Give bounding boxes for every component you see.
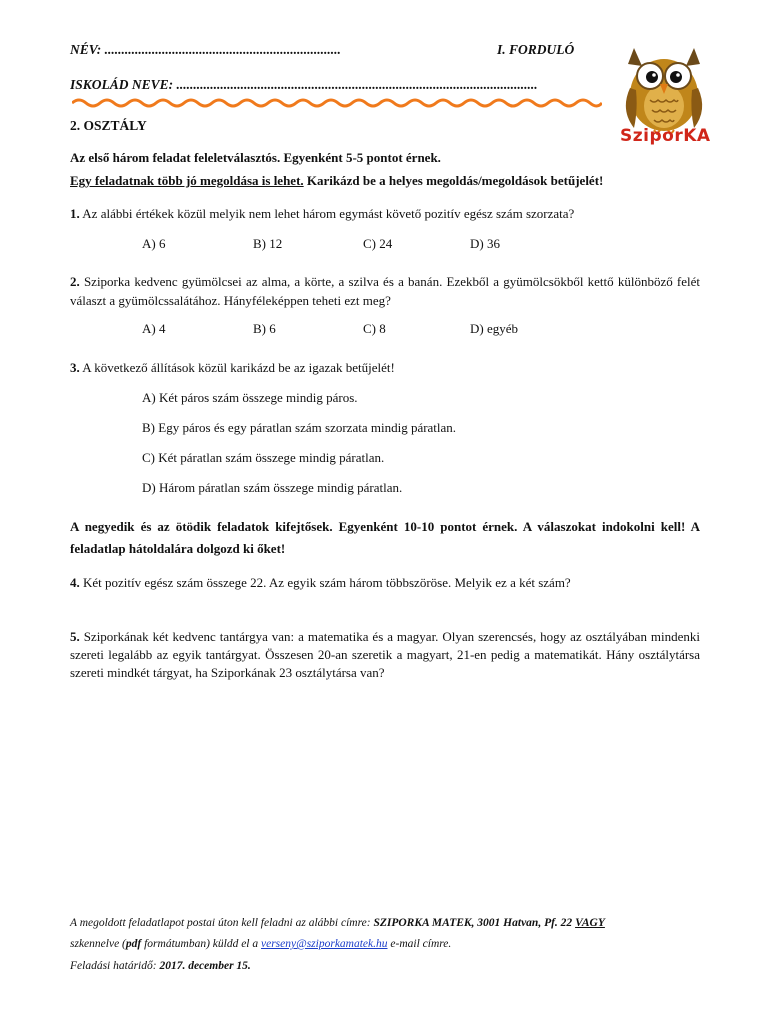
question-1-number: 1. [70,206,80,221]
name-dots: ...................................................................... [104,42,341,57]
footer-address: SZIPORKA MATEK, 3001 Hatvan, Pf. 22 [373,917,573,929]
name-label: NÉV: [70,42,102,57]
intro-line-1: Az első három feladat feleletválasztós. Egyenként 5-5 pontot érnek. [70,150,441,165]
footer-line-1 [70,917,700,929]
wavy-divider [72,96,602,110]
intro-underlined: Egy feladatnak több jó megoldása is lehet. [70,173,304,188]
footer-scan-d: e-mail címre. [387,938,452,950]
round-label: I. FORDULÓ [497,42,575,57]
footer-or: VAGY [575,917,605,929]
question-5-number: 5. [70,629,80,644]
question-4-text: Két pozitív egész szám összege 22. Az egyik szám három többszöröse. Melyik ez a két szám? [79,575,571,590]
question-1 [70,206,700,222]
footer-line-2 [70,938,451,950]
name-line [70,42,390,58]
footer-line-3 [70,960,251,972]
q2-option-c[interactable]: C) 8 [363,321,386,336]
footer-scan-c: formátumban) küldd el a [141,938,261,950]
q3-option-c[interactable]: C) Két páratlan szám összege mindig páratlan. [142,450,385,465]
footer-pdf: pdf [125,938,142,950]
footer-deadline-date: 2017. december 15. [159,960,251,972]
q1-option-d[interactable]: D) 36 [470,236,500,251]
grade-heading: 2. OSZTÁLY [70,118,147,133]
question-3-number: 3. [70,360,80,375]
q3-option-b[interactable]: B) Egy páros és egy páratlan szám szorzata mindig páratlan. [142,420,457,435]
question-2-text: Sziporka kedvenc gyümölcsei az alma, a körte, a szilva és a banán. Ezekből a gyümölcsökből kettő különböző felét választ a gyümölcssalátához. Hányféleképpen teheti ezt meg? [70,274,700,308]
q2-option-a[interactable]: A) 4 [142,321,166,336]
school-dots: ........................................................................................................... [176,77,538,92]
question-5-text: Sziporkának két kedvenc tantárgya van: a matematika és a magyar. Olyan szerencsés, hogy az osztályában mindenki szereti legalább az egyik tantárgyat. Összesen 20-an szeretik a magyart, 21-en pedig a matematikát. Hány osztálytársa szereti mindkét tárgyat, ha Sziporkának 23 osztálytársa van? [70,629,700,680]
question-5 [70,628,700,682]
question-2 [70,272,700,310]
footer-email-link[interactable]: verseny@sziporkamatek.hu [261,938,388,950]
footer-instruction: A megoldott feladatlapot postai úton kell feladni az alábbi címre: [70,917,374,929]
question-4-number: 4. [70,575,80,590]
school-label: ISKOLÁD NEVE: [70,77,174,92]
section-2-instructions: A negyedik és az ötödik feladatok kifejtősek. Egyenként 10-10 pontot érnek. A válaszokat indokolni kell! A feladatlap hátoldalára dolgozd ki őket! [70,519,700,556]
q1-option-c[interactable]: C) 24 [363,236,393,251]
q3-option-a[interactable]: A) Két páros szám összege mindig páros. [142,390,358,405]
logo-text: SziporKA [620,126,711,146]
question-4 [70,575,700,591]
intro-line-2 [70,173,603,189]
footer-deadline-label: Feladási határidő: [70,960,160,972]
q1-option-a[interactable]: A) 6 [142,236,166,251]
intro-rest: Karikázd be a helyes megoldás/megoldások betűjelét! [303,173,604,188]
question-1-text: Az alábbi értékek közül melyik nem lehet három egymást követő pozitív egész szám szorzata? [79,206,575,221]
q3-option-d[interactable]: D) Három páratlan szám összege mindig páratlan. [142,480,403,495]
q2-option-d[interactable]: D) egyéb [470,321,519,336]
q1-option-b[interactable]: B) 12 [253,236,283,251]
school-line [70,77,590,93]
question-3-text: A következő állítások közül karikázd be az igazak betűjelét! [79,360,395,375]
question-3 [70,360,700,376]
sziporka-logo [614,40,714,152]
q2-option-b[interactable]: B) 6 [253,321,276,336]
owl-icon [614,40,714,135]
question-2-number: 2. [70,274,80,289]
footer-scan-a: szkennelve ( [70,938,126,950]
